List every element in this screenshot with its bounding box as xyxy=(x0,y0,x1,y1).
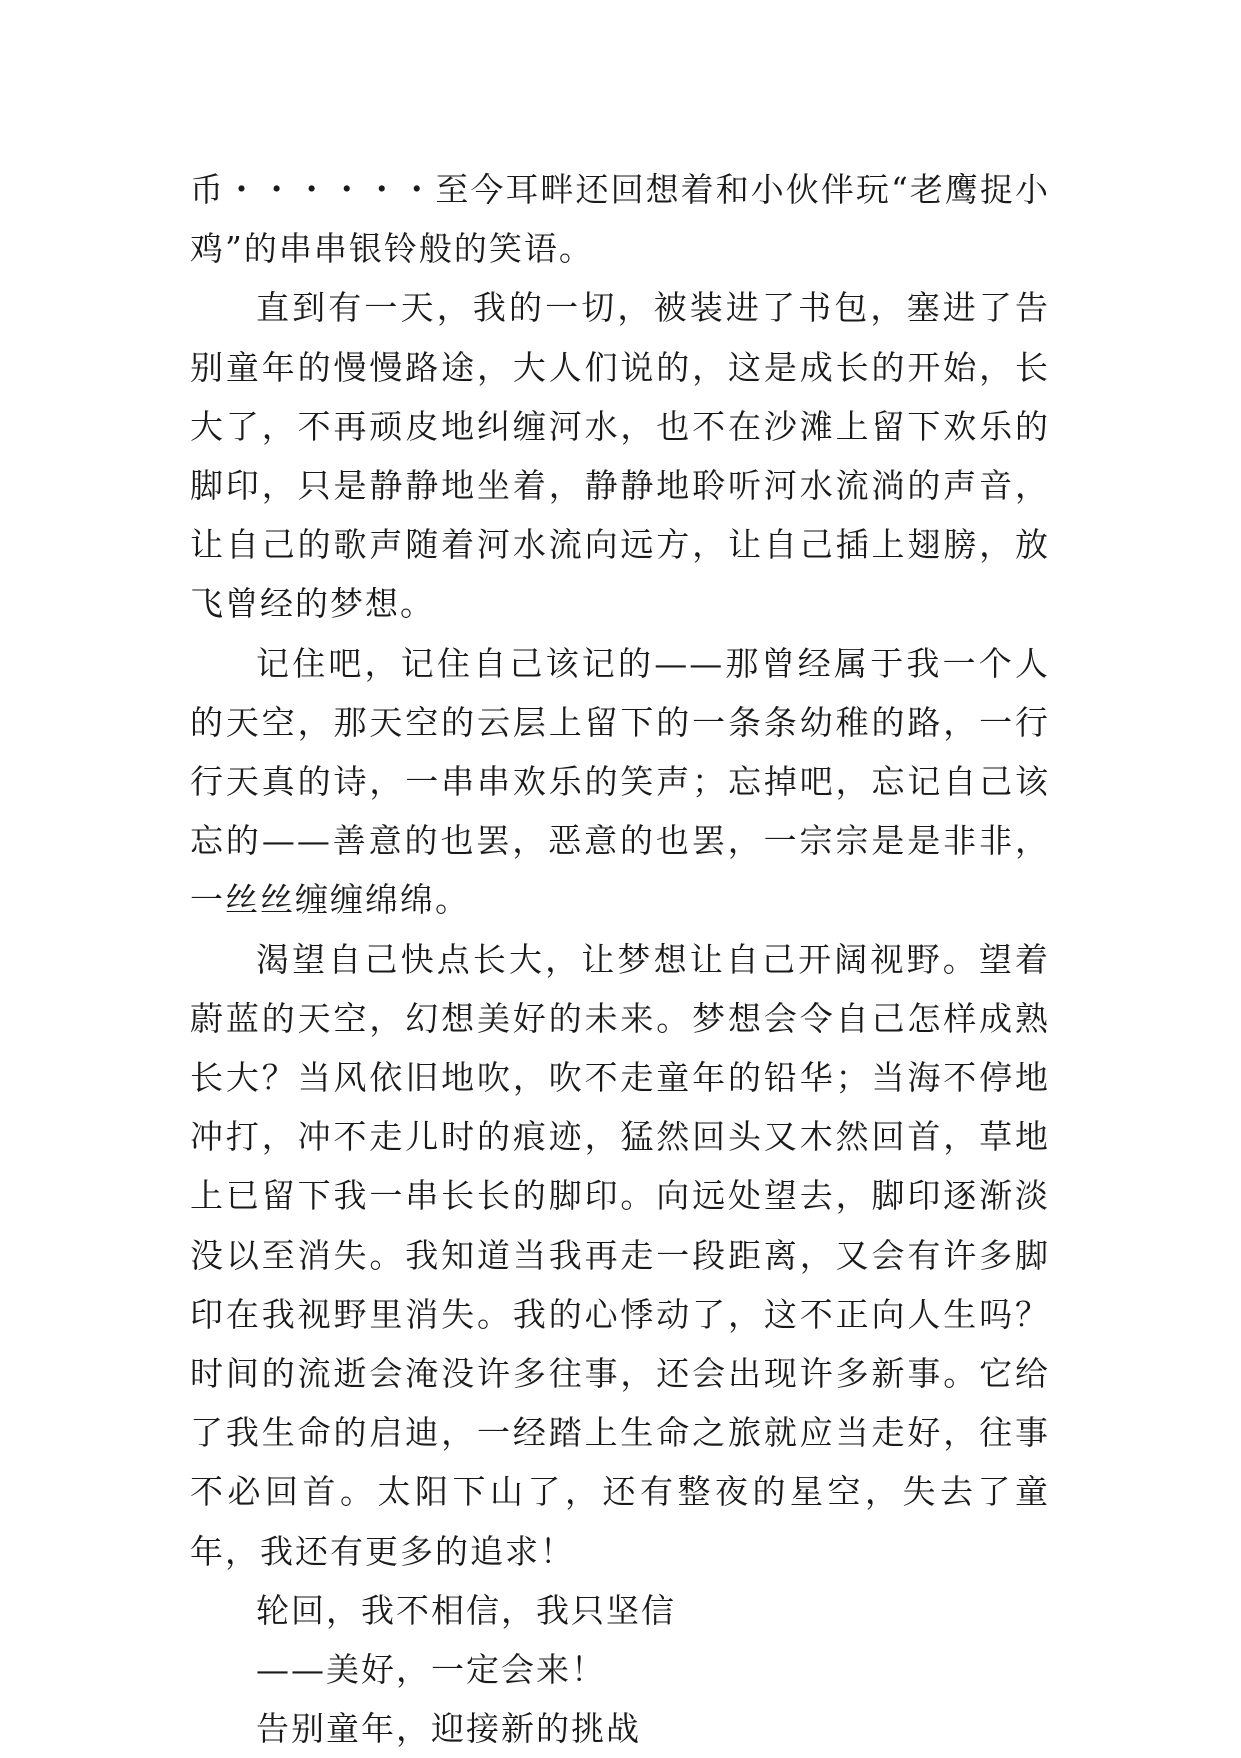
paragraph-growing-up: 直到有一天，我的一切，被装进了书包，塞进了告别童年的慢慢路途，大人们说的，这是成长的开始，长大了，不再顽皮地纠缠河水，也不在沙滩上留下欢乐的脚印，只是静静地坐着，静静地聆听河水流淌的声音，让自己的歌声随着河水流向远方，让自己插上翅膀，放飞曾经的梦想。 xyxy=(190,288,1050,624)
closing-line-farewell: 告别童年，迎接新的挑战 xyxy=(256,1709,641,1749)
closing-line-beauty: ——美好，一定会来！ xyxy=(256,1650,606,1690)
closing-line-reincarnation: 轮回，我不相信，我只坚信 xyxy=(256,1590,676,1630)
paragraph-longing: 渴望自己快点长大，让梦想让自己开阔视野。望着蔚蓝的天空，幻想美好的未来。梦想会令自己怎样成熟长大？当风依旧地吹，吹不走童年的铅华；当海不停地冲打，冲不走儿时的痕迹，猛然回头又木然回首，草地上已留下我一串长长的脚印。向远处望去，脚印逐渐淡没以至消失。我知道当我再走一段距离，又会有许多脚印在我视野里消失。我的心悸动了，这不正向人生吗？时间的流逝会淹没许多往事，还会出现许多新事。它给了我生命的启迪，一经踏上生命之旅就应当走好，往事不必回首。太阳下山了，还有整夜的星空，失去了童年，我还有更多的追求！ xyxy=(190,939,1050,1571)
paragraph-remember-forget: 记住吧，记住自己该记的——那曾经属于我一个人的天空，那天空的云层上留下的一条条幼稚的路，一行行天真的诗，一串串欢乐的笑声；忘掉吧，忘记自己该忘的——善意的也罢，恶意的也罢，一宗宗是是非非，一丝丝缠缠绵绵。 xyxy=(190,643,1050,920)
document-body xyxy=(190,160,1050,1758)
paragraph-continued: 币・・・・・・至今耳畔还回想着和小伙伴玩“老鹰捉小鸡”的串串银铃般的笑语。 xyxy=(190,170,1050,269)
